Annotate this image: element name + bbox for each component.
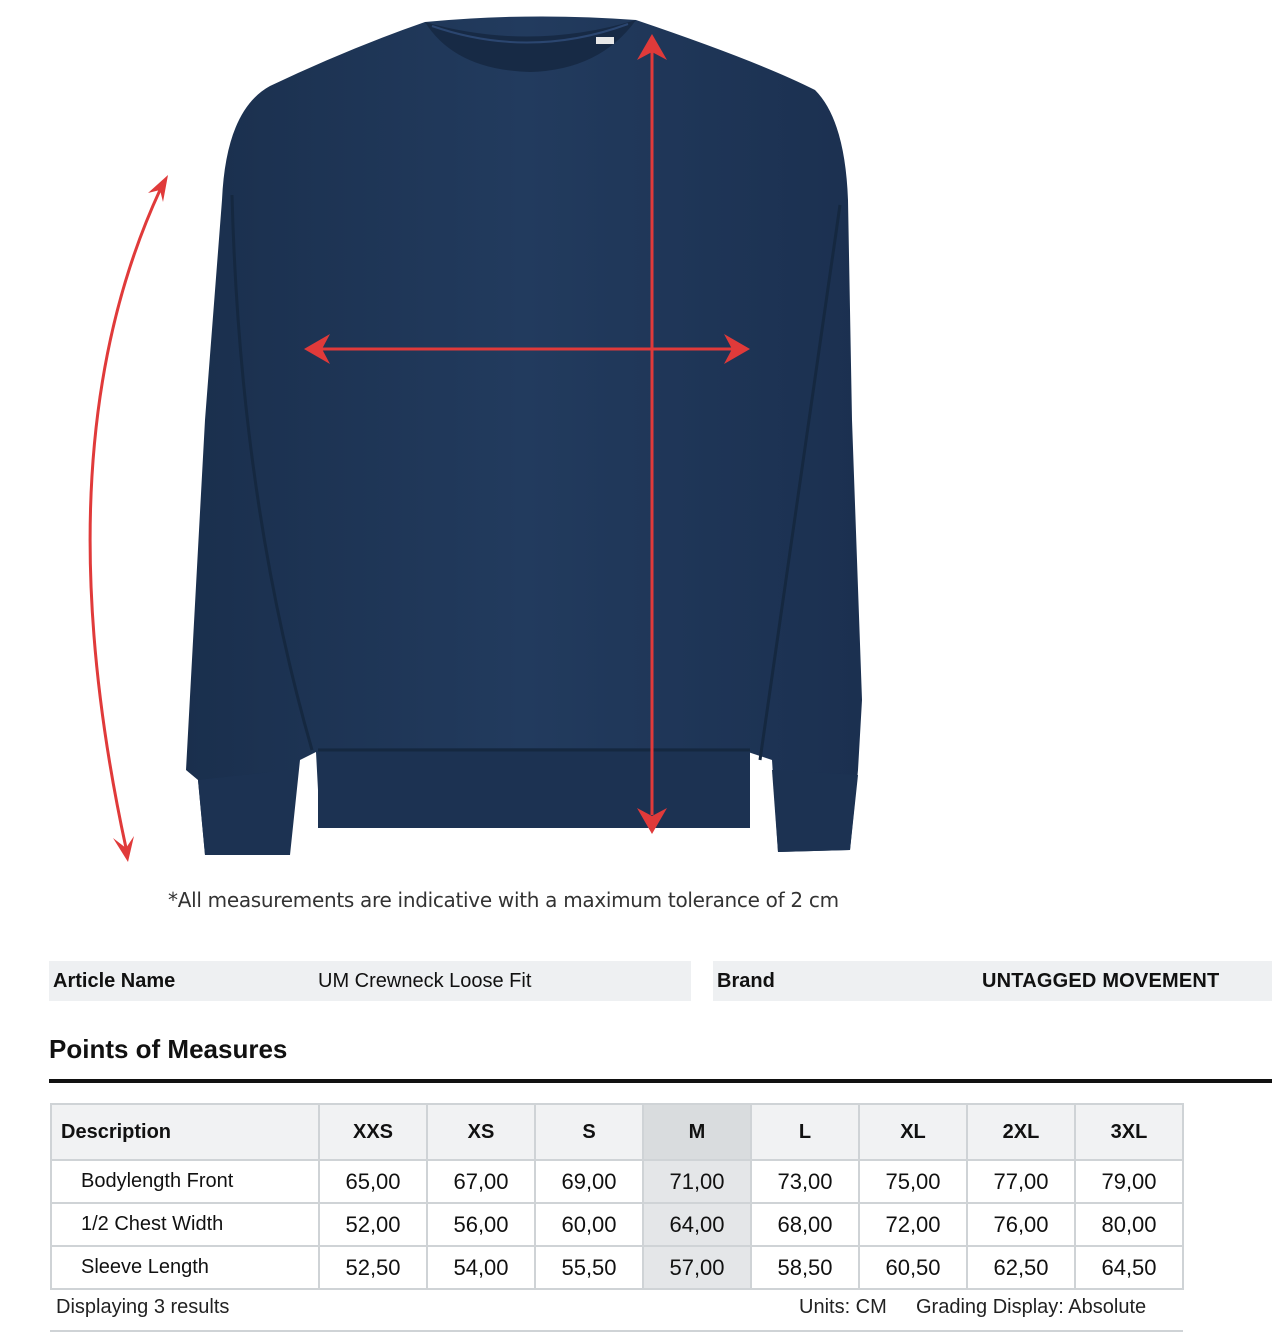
tolerance-note: *All measurements are indicative with a maximum tolerance of 2 cm [168,888,839,912]
table-cell-selected: 64,00 [643,1203,751,1246]
table-footer [50,1288,1183,1332]
column-header-description[interactable]: Description [51,1104,319,1160]
table-cell: 60,00 [535,1203,643,1246]
table-cell: 54,00 [427,1246,535,1289]
table-cell: 72,00 [859,1203,967,1246]
row-label: Bodylength Front [51,1160,319,1203]
row-label: Sleeve Length [51,1246,319,1289]
table-cell-selected: 71,00 [643,1160,751,1203]
column-header-size[interactable]: S [535,1104,643,1160]
table-cell: 75,00 [859,1160,967,1203]
column-header-size-selected[interactable]: M [643,1104,751,1160]
table-cell: 52,50 [319,1246,427,1289]
measurements-table [50,1103,1184,1290]
brand-row [713,961,1272,1001]
table-cell-selected: 57,00 [643,1246,751,1289]
column-header-size[interactable]: 3XL [1075,1104,1183,1160]
grading-display-label: Grading Display: Absolute [916,1296,1147,1318]
table-cell: 60,50 [859,1246,967,1289]
table-cell: 77,00 [967,1160,1075,1203]
table-cell: 62,50 [967,1246,1075,1289]
table-cell: 56,00 [427,1203,535,1246]
brand-value: UNTAGGED MOVEMENT [982,970,1220,992]
column-header-size[interactable]: L [751,1104,859,1160]
sleeve-length-arrow [90,175,168,862]
table-cell: 68,00 [751,1203,859,1246]
table-cell: 52,00 [319,1203,427,1246]
column-header-size[interactable]: XXS [319,1104,427,1160]
table-cell: 64,50 [1075,1246,1183,1289]
article-name-value: UM Crewneck Loose Fit [318,970,532,992]
table-cell: 67,00 [427,1160,535,1203]
brand-label: Brand [717,970,775,992]
table-cell: 79,00 [1075,1160,1183,1203]
table-cell: 76,00 [967,1203,1075,1246]
article-name-label: Article Name [53,970,176,992]
units-label: Units: CM [799,1296,887,1318]
table-header-row [51,1104,1183,1160]
table-cell: 80,00 [1075,1203,1183,1246]
table-row [51,1203,1183,1246]
results-count: Displaying 3 results [56,1296,230,1318]
table-cell: 69,00 [535,1160,643,1203]
section-divider [49,1079,1272,1083]
table-cell: 55,50 [535,1246,643,1289]
table-cell: 73,00 [751,1160,859,1203]
column-header-size[interactable]: 2XL [967,1104,1075,1160]
table-row [51,1160,1183,1203]
table-cell: 65,00 [319,1160,427,1203]
row-label: 1/2 Chest Width [51,1203,319,1246]
sweatshirt-image [186,16,862,855]
article-name-row [49,961,691,1001]
section-title: Points of Measures [49,1034,288,1064]
column-header-size[interactable]: XL [859,1104,967,1160]
table-row [51,1246,1183,1289]
table-cell: 58,50 [751,1246,859,1289]
column-header-size[interactable]: XS [427,1104,535,1160]
